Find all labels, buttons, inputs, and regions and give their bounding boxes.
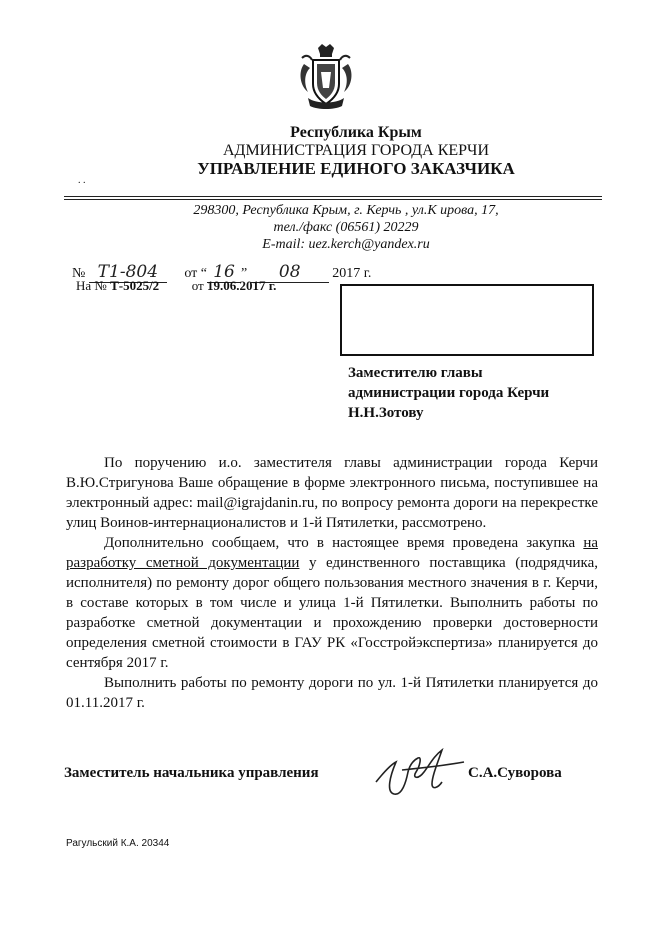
header-dots: . .	[78, 175, 86, 186]
reference-prefix: На №	[76, 278, 107, 293]
coat-of-arms-emblem	[296, 42, 356, 112]
body-paragraph-1: По поручению и.о. заместителя главы администрации города Керчи В.Ю.Стригунова Ваше обращение в форме электронного письма, поступившее на электронный адрес: mail@igrajdanin.ru, по вопросу ремонта дороги на перекрестке улиц Воинов-интернационалистов и 1-й Пятилетки, рассмотрено.	[66, 455, 598, 531]
addressee-line-1: Заместителю главы	[348, 365, 483, 381]
letter-body	[66, 453, 598, 713]
outgoing-year: 2017 г.	[332, 266, 372, 281]
outgoing-num-prefix: №	[72, 266, 86, 281]
header-rule-top	[64, 196, 602, 197]
header-rule-bottom	[64, 199, 602, 200]
outgoing-day: 16	[207, 262, 241, 283]
outgoing-month: 08	[251, 262, 329, 283]
outgoing-number-line: № Т1-804 от “ 16 ” 08 2017 г.	[72, 262, 372, 282]
handwritten-signature	[372, 742, 467, 798]
reference-date: 19.06.2017 г.	[206, 278, 277, 293]
outgoing-number: Т1-804	[89, 262, 167, 283]
outgoing-from-label: от	[184, 266, 198, 281]
header-republic: Республика Крым	[290, 124, 422, 141]
header-administration: АДМИНИСТРАЦИЯ ГОРОДА КЕРЧИ	[222, 142, 489, 159]
body-p2-start: Дополнительно сообщаем, что в настоящее время проведена закупка	[104, 535, 584, 551]
address-line-2: тел./факс (06561) 20229	[273, 220, 419, 235]
address-line-1: 298300, Республика Крым, г. Керчь , ул.К ирова, 17,	[193, 203, 499, 218]
body-paragraph-2	[66, 533, 598, 673]
address-line-3: E-mail: uez.kerch@yandex.ru	[262, 237, 430, 252]
addressee-line-3: Н.Н.Зотову	[348, 405, 424, 421]
reference-from-label: от	[191, 278, 204, 293]
signatory-title: Заместитель начальника управления	[64, 765, 319, 781]
redacted-box	[340, 284, 594, 356]
reference-line	[76, 278, 276, 294]
body-p2-underlined: на разработку сметной документации	[66, 535, 598, 571]
addressee-line-2: администрации города Керчи	[348, 385, 550, 401]
signatory-name: С.А.Суворова	[468, 765, 562, 781]
body-paragraph-3: Выполнить работы по ремонту дороги по ул. 1-й Пятилетки планируется до 01.11.2017 г.	[66, 675, 598, 711]
executor-info: Рагульский К.А. 20344	[66, 838, 170, 849]
header-department: УПРАВЛЕНИЕ ЕДИНОГО ЗАКАЗЧИКА	[197, 159, 515, 178]
body-p2-end: у единственного поставщика (подрядчика, исполнителя) по ремонту дорог общего пользования местного значения в г. Керчи, в составе которых в том числе и улица 1-й Пятилетки. Выполнить работы по разработке сметной документации и прохождению проверки достоверности определения сметной стоимости в ГАУ РК «Госстройэкспертиза» планируется до сентября 2017 г.	[66, 555, 598, 671]
reference-number: Т-5025/2	[110, 278, 160, 293]
